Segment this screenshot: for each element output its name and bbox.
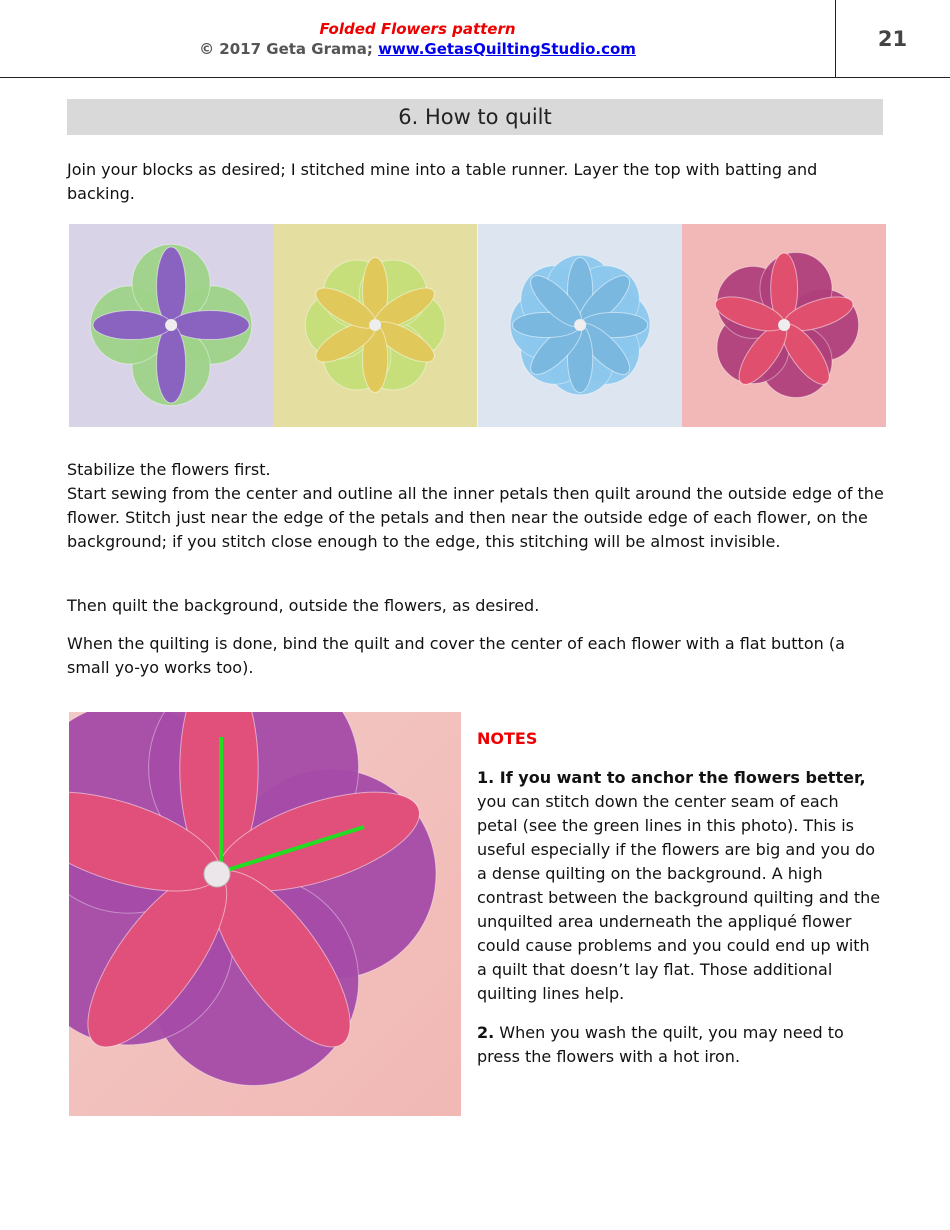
copyright-text: © 2017 Geta Grama;: [199, 40, 373, 58]
note-2-text: When you wash the quilt, you may need to press the flowers with a hot iron.: [477, 1023, 844, 1066]
background-paragraph: Then quilt the background, outside the flowers, as desired.: [67, 596, 540, 615]
page-header: [0, 0, 950, 78]
quilt-blocks-photo: [69, 224, 886, 427]
section-heading: 6. How to quilt: [67, 99, 883, 135]
copyright-line: [0, 40, 835, 58]
stabilize-line: Stabilize the flowers first.: [67, 460, 271, 479]
notes-heading: NOTES: [477, 729, 538, 748]
note-1-lead: 1. If you want to anchor the flowers better,: [477, 768, 866, 787]
sewing-instructions: Start sewing from the center and outline all the inner petals then quilt around the outside edge of the flower. Stitch just near the edge of the petals and then near the outside edge of each flower, on the background; if you stitch close enough to the edge, this stitching will be almost invisible.: [67, 484, 884, 551]
note-2-lead: 2.: [477, 1023, 495, 1042]
quilt-block-4: [682, 224, 886, 427]
page-number: 21: [877, 27, 908, 51]
note-1-text: you can stitch down the center seam of each petal (see the green lines in this photo). This is useful especially if the flowers are big and you do a dense quilting on the background. A high contrast between the background quilting and the unquilted area underneath the appliqué flower could cause problems and you could end up with a quilt that doesn’t lay flat. Those additional quilting lines help.: [477, 792, 881, 1003]
intro-paragraph: Join your blocks as desired; I stitched mine into a table runner. Layer the top with batting and backing.: [67, 160, 818, 203]
quilt-block-1: [69, 224, 273, 427]
stabilize-paragraph: [67, 458, 887, 554]
document-title: Folded Flowers pattern: [319, 20, 516, 38]
notes-column: [477, 727, 882, 1084]
binding-paragraph: When the quilting is done, bind the quilt and cover the center of each flower with a flat button (a small yo-yo works too).: [67, 634, 845, 677]
note-1: [477, 766, 882, 1006]
flower-closeup-photo: [69, 712, 461, 1116]
quilt-block-3: [478, 224, 682, 427]
quilt-block-2: [273, 224, 477, 427]
note-2: [477, 1021, 882, 1069]
website-link[interactable]: www.GetasQuiltingStudio.com: [378, 40, 636, 58]
